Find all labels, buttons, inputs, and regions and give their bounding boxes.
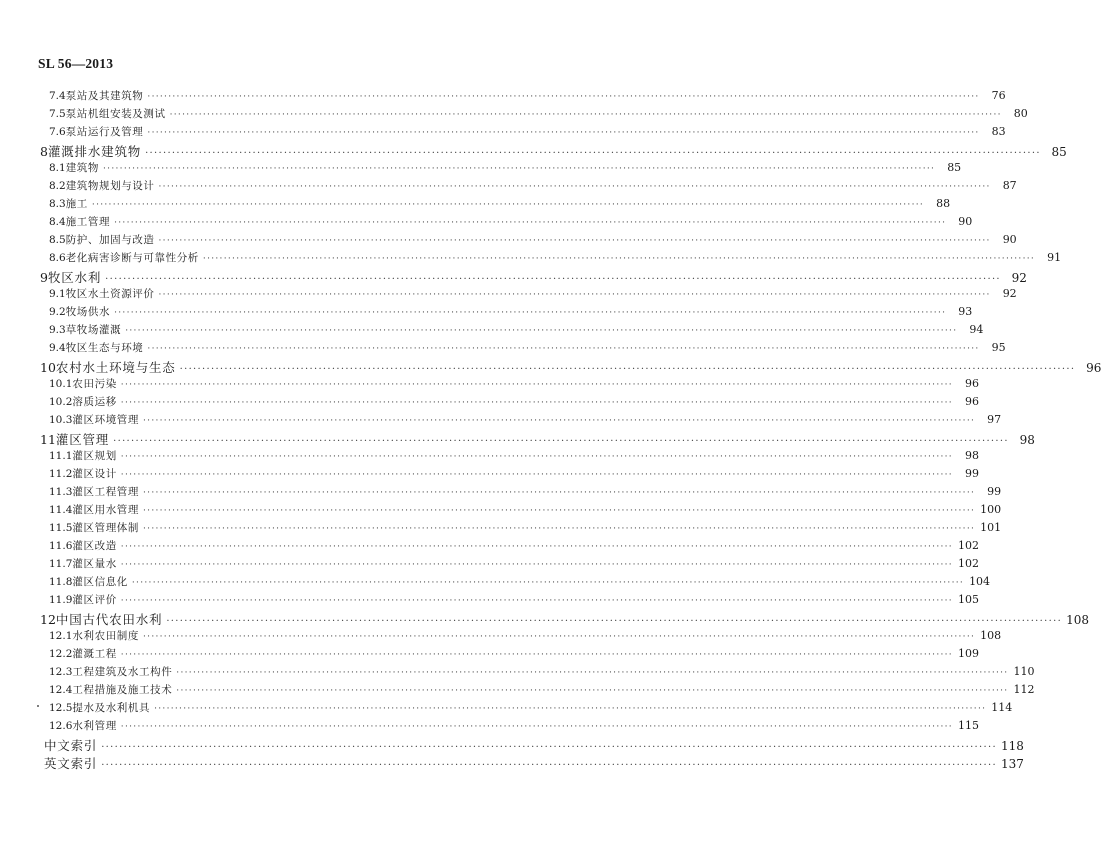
dot-leader: ········································································································································································································: [113, 436, 1009, 447]
toc-entry-page-number: 85: [1051, 145, 1067, 159]
toc-entry-page-number: 96: [964, 377, 979, 390]
toc-entry-title: 牧场供水: [65, 306, 111, 318]
toc-entry: [49, 502, 1002, 517]
dot-leader: ········································································································································································································: [120, 650, 953, 660]
dot-leader: ········································································································································································································: [120, 380, 953, 390]
toc-entry: [49, 682, 1035, 697]
toc-entry: [44, 736, 1024, 754]
toc-entry-title: 牧区水土资源评价: [65, 288, 155, 300]
toc-entry: [49, 484, 1002, 499]
toc-entry-number: 11.2: [49, 468, 73, 480]
toc-entry-number: 9.3: [49, 324, 66, 336]
toc-entry: [49, 340, 1006, 355]
toc-entry-page-number: 96: [1086, 361, 1101, 375]
toc-entry-title: 农村水土环境与生态: [55, 360, 176, 375]
toc-entry-title: 提水及水利机具: [72, 702, 151, 714]
toc-entry-number: 10.1: [49, 378, 73, 390]
toc-entry-title: 灌区设计: [72, 468, 117, 480]
dot-leader: ········································································································································································································: [145, 148, 1041, 159]
toc-entry-title: 中国古代农田水利: [55, 612, 163, 627]
toc-entry-title: 灌区工程管理: [72, 486, 139, 498]
toc-entry: [40, 610, 1089, 628]
dot-leader: ········································································································································································································: [91, 200, 925, 210]
toc-entry-title: 中文索引: [44, 738, 98, 753]
toc-entry-title: 溶质运移: [72, 396, 117, 408]
toc-entry-number: 9: [40, 270, 48, 285]
toc-entry-title: 工程建筑及水工构件: [72, 666, 173, 678]
toc-entry-title: 施工: [65, 198, 88, 210]
dot-leader: ········································································································································································································: [120, 452, 953, 462]
toc-entry-page-number: 76: [991, 89, 1006, 102]
toc-entry-number: 11.3: [49, 486, 73, 498]
dot-leader: ········································································································································································································: [103, 164, 936, 174]
toc-entry: [40, 358, 1101, 376]
dot-leader: ········································································································································································································: [105, 274, 1001, 285]
toc-entry: [49, 376, 979, 391]
toc-entry-page-number: 108: [980, 629, 1002, 642]
toc-entry-title: 农田污染: [72, 378, 117, 390]
toc-entry-page-number: 109: [957, 647, 979, 660]
toc-entry-page-number: 98: [1019, 433, 1035, 447]
toc-entry-page-number: 94: [969, 323, 984, 336]
dot-leader: ········································································································································································································: [147, 92, 980, 102]
toc-entry-number: 8.6: [49, 252, 66, 264]
toc-entry-page-number: 97: [987, 413, 1002, 426]
toc-entry: [40, 430, 1035, 448]
dot-leader: ········································································································································································································: [179, 364, 1076, 375]
toc-entry-number: 8.4: [49, 216, 66, 228]
toc-entry-page-number: 96: [964, 395, 979, 408]
toc-entry-number: 11.7: [49, 558, 73, 570]
toc-entry-title: 牧区水利: [47, 270, 102, 285]
toc-entry: [49, 232, 1017, 247]
toc-entry-page-number: 137: [1000, 757, 1024, 771]
dot-leader: ········································································································································································································: [158, 290, 991, 300]
dot-leader: ········································································································································································································: [143, 506, 976, 516]
dot-leader: ········································································································································································································: [143, 416, 976, 426]
dot-leader: ········································································································································································································: [154, 704, 987, 714]
dot-leader: ········································································································································································································: [176, 668, 1009, 678]
dot-leader: ········································································································································································································: [147, 344, 980, 354]
scan-speck: [37, 705, 39, 707]
toc-entry-number: 12.3: [49, 666, 73, 678]
toc-entry-page-number: 87: [1002, 179, 1017, 192]
toc-entry-title: 老化病害诊断与可靠性分析: [65, 252, 199, 264]
toc-entry-page-number: 85: [947, 161, 962, 174]
toc-entry-page-number: 101: [980, 521, 1002, 534]
toc-entry-number: 8.2: [49, 180, 66, 192]
dot-leader: ········································································································································································································: [120, 596, 953, 606]
toc-entry: [49, 448, 979, 463]
toc-entry: [49, 250, 1062, 265]
toc-entry-page-number: 100: [980, 503, 1002, 516]
toc-entry-number: 12.1: [49, 630, 73, 642]
toc-entry-page-number: 105: [957, 593, 979, 606]
toc-entry-title: 建筑物: [65, 162, 100, 174]
toc-entry: [49, 592, 979, 607]
toc-entry-number: 10: [40, 360, 56, 375]
toc-entry-page-number: 90: [958, 215, 973, 228]
toc-entry: [49, 178, 1017, 193]
toc-entry: [49, 574, 991, 589]
toc-entry: [49, 196, 951, 211]
toc-entry-page-number: 102: [957, 539, 979, 552]
toc-entry-number: 9.1: [49, 288, 66, 300]
dot-leader: ········································································································································································································: [158, 236, 991, 246]
toc-entry: [49, 304, 973, 319]
toc-entry-page-number: 93: [958, 305, 973, 318]
toc-entry-title: 灌区改造: [72, 540, 117, 552]
toc-entry-title: 灌区评价: [72, 594, 117, 606]
toc-entry-title: 灌区管理: [55, 432, 110, 447]
toc-entry: [49, 412, 1002, 427]
toc-entry: [49, 664, 1035, 679]
toc-entry-page-number: 95: [991, 341, 1006, 354]
dot-leader: ········································································································································································································: [169, 110, 1002, 120]
toc-entry-number: 10.3: [49, 414, 73, 426]
toc-entry: [49, 214, 973, 229]
toc-entry-page-number: 90: [1002, 233, 1017, 246]
toc-entry-page-number: 92: [1011, 271, 1027, 285]
toc-entry-number: 12: [40, 612, 56, 627]
toc-entry-page-number: 112: [1013, 683, 1035, 696]
dot-leader: ········································································································································································································: [202, 254, 1036, 264]
toc-entry: [49, 106, 1028, 121]
toc-entry-title: 水利管理: [72, 720, 117, 732]
toc-entry-number: 11: [40, 432, 56, 447]
toc-entry-title: 灌区用水管理: [72, 504, 139, 516]
toc-entry: [49, 538, 979, 553]
dot-leader: ········································································································································································································: [120, 542, 953, 552]
dot-leader: ········································································································································································································: [101, 760, 997, 771]
standard-code-header: SL 56—2013: [38, 56, 114, 71]
toc-entry-number: 7.5: [49, 108, 66, 120]
toc-entry-number: 10.2: [49, 396, 73, 408]
toc-entry-number: 11.4: [49, 504, 73, 516]
toc-entry-number: 12.4: [49, 684, 73, 696]
toc-entry: [49, 718, 979, 733]
toc-entry-title: 灌区量水: [72, 558, 117, 570]
toc-entry-title: 英文索引: [44, 756, 98, 771]
dot-leader: ········································································································································································································: [131, 578, 965, 588]
toc-entry: [49, 286, 1017, 301]
dot-leader: ········································································································································································································: [143, 524, 976, 534]
toc-entry-number: 7.6: [49, 126, 66, 138]
toc-entry-number: 11.5: [49, 522, 73, 534]
dot-leader: ········································································································································································································: [101, 742, 997, 753]
toc-entry-title: 防护、加固与改造: [65, 234, 155, 246]
toc-entry: [40, 268, 1027, 286]
toc-entry-number: 9.2: [49, 306, 66, 318]
toc-entry: [49, 124, 1006, 139]
toc-entry-title: 泵站及其建筑物: [65, 90, 144, 102]
toc-entry-page-number: 80: [1013, 107, 1028, 120]
toc-entry-number: 8.5: [49, 234, 66, 246]
toc-entry-number: 11.9: [49, 594, 73, 606]
toc-entry-number: 12.6: [49, 720, 73, 732]
dot-leader: ········································································································································································································: [166, 616, 1063, 627]
toc-entry-title: 灌区规划: [72, 450, 117, 462]
toc-entry-number: 8.3: [49, 198, 66, 210]
toc-entry: [49, 628, 1002, 643]
toc-entry: [49, 466, 979, 481]
toc-entry-page-number: 99: [987, 485, 1002, 498]
toc-entry-number: 9.4: [49, 342, 66, 354]
dot-leader: ········································································································································································································: [120, 470, 953, 480]
toc-entry: [49, 88, 1006, 103]
dot-leader: ········································································································································································································: [143, 632, 976, 642]
toc-entry-page-number: 91: [1047, 251, 1062, 264]
toc-entry-title: 灌区环境管理: [72, 414, 139, 426]
toc-entry-number: 8.1: [49, 162, 66, 174]
toc-entry: [49, 322, 984, 337]
toc-entry-number: 12.2: [49, 648, 73, 660]
toc-entry-page-number: 114: [991, 701, 1013, 714]
toc-entry: [49, 700, 1013, 715]
toc-entry-page-number: 98: [964, 449, 979, 462]
dot-leader: ········································································································································································································: [114, 308, 947, 318]
toc-entry-title: 建筑物规划与设计: [65, 180, 155, 192]
toc-entry-number: 8: [40, 144, 48, 159]
toc-entry-title: 灌溉排水建筑物: [47, 144, 142, 159]
toc-entry-title: 水利农田制度: [72, 630, 139, 642]
toc-entry: [49, 160, 962, 175]
dot-leader: ········································································································································································································: [147, 128, 980, 138]
toc-entry: [44, 754, 1024, 772]
toc-entry-title: 草牧场灌溉: [65, 324, 122, 336]
toc-entry-number: 11.1: [49, 450, 73, 462]
toc-entry-title: 灌区信息化: [72, 576, 128, 588]
dot-leader: ········································································································································································································: [120, 560, 953, 570]
toc-entry-number: 7.4: [49, 90, 66, 102]
toc-entry-page-number: 83: [991, 125, 1006, 138]
toc-entry-page-number: 115: [957, 719, 979, 732]
toc-entry-title: 灌溉工程: [72, 648, 117, 660]
toc-entry: [49, 394, 979, 409]
toc-entry: [49, 646, 979, 661]
toc-entry-number: 11.8: [49, 576, 73, 588]
dot-leader: ········································································································································································································: [125, 326, 958, 336]
toc-entry-page-number: 118: [1000, 739, 1024, 753]
toc-entry-title: 施工管理: [65, 216, 111, 228]
dot-leader: ········································································································································································································: [114, 218, 947, 228]
toc-entry-number: 11.6: [49, 540, 73, 552]
toc-entry-page-number: 102: [957, 557, 979, 570]
dot-leader: ········································································································································································································: [176, 686, 1009, 696]
toc-entry-title: 牧区生态与环境: [65, 342, 144, 354]
toc-entry-page-number: 110: [1013, 665, 1035, 678]
dot-leader: ········································································································································································································: [158, 182, 991, 192]
toc-entry: [40, 142, 1067, 160]
toc-entry-page-number: 99: [964, 467, 979, 480]
dot-leader: ········································································································································································································: [120, 722, 953, 732]
toc-entry-title: 灌区管理体制: [72, 522, 139, 534]
toc-entry: [49, 520, 1002, 535]
toc-entry-title: 泵站运行及管理: [65, 126, 144, 138]
toc-entry-page-number: 104: [969, 575, 991, 588]
toc-entry-page-number: 108: [1066, 613, 1089, 627]
toc-entry-page-number: 92: [1002, 287, 1017, 300]
dot-leader: ········································································································································································································: [143, 488, 976, 498]
toc-entry-title: 工程措施及施工技术: [72, 684, 173, 696]
toc-entry-title: 泵站机组安装及测试: [65, 108, 166, 120]
dot-leader: ········································································································································································································: [120, 398, 953, 408]
toc-entry-number: 12.5: [49, 702, 73, 714]
toc-entry: [49, 556, 979, 571]
toc-entry-page-number: 88: [936, 197, 951, 210]
